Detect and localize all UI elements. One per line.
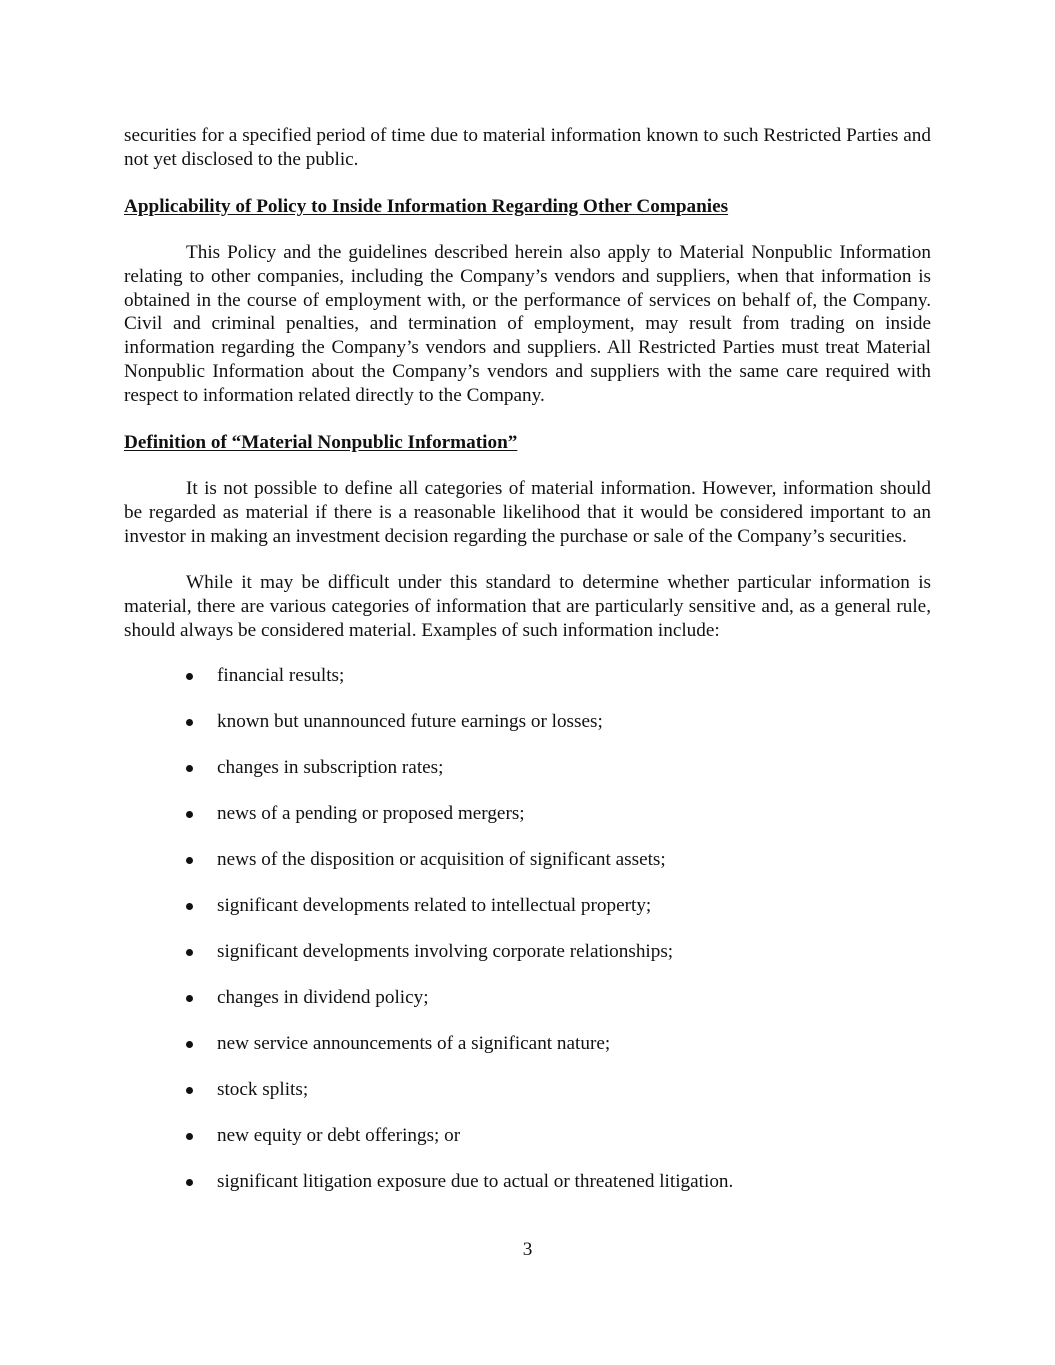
section-heading-definition: Definition of “Material Nonpublic Information”: [124, 432, 518, 454]
bullet-icon: [186, 995, 193, 1002]
paragraph-applicability: This Policy and the guidelines described herein also apply to Material Nonpublic Information relating to other companies, including the Company’s vendors and suppliers, when that information is obtained in the course of employment with, or the performance of services on behalf of, the Company. Civil and criminal penalties, and termination of employment, may result from trading on inside information regarding the Company’s vendors and suppliers. All Restricted Parties must treat Material Nonpublic Information about the Company’s vendors and suppliers with the same care required with respect to information related directly to the Company.: [124, 241, 931, 407]
bullet-icon: [186, 765, 193, 772]
list-item: [124, 1170, 931, 1194]
bullet-icon: [186, 719, 193, 726]
bullet-icon: [186, 1087, 193, 1094]
list-item-text: significant developments involving corporate relationships;: [217, 941, 674, 963]
list-item-text: stock splits;: [217, 1079, 309, 1101]
list-item: [124, 802, 931, 826]
list-item: [124, 986, 931, 1010]
page-number: 3: [522, 1239, 533, 1260]
list-item-text: financial results;: [217, 665, 345, 687]
bullet-icon: [186, 811, 193, 818]
paragraph-definition: It is not possible to define all categories of material information. However, information should be regarded as material if there is a reasonable likelihood that it would be considered important to an investor in making an investment decision regarding the purchase or sale of the Company’s securities.: [124, 477, 931, 547]
bullet-icon: [186, 1179, 193, 1186]
bullet-icon: [186, 903, 193, 910]
material-information-list: [124, 664, 931, 1194]
bullet-icon: [186, 1041, 193, 1048]
list-item-text: changes in dividend policy;: [217, 987, 429, 1009]
paragraph-examples-intro: While it may be difficult under this standard to determine whether particular information is material, there are various categories of information that are particularly sensitive and, as a general rule, should always be considered material. Examples of such information include:: [124, 571, 931, 641]
list-item: [124, 756, 931, 780]
list-item: [124, 894, 931, 918]
bullet-icon: [186, 949, 193, 956]
list-item: [124, 940, 931, 964]
list-item-text: new service announcements of a significant nature;: [217, 1033, 611, 1055]
list-item: [124, 1032, 931, 1056]
list-item: [124, 664, 931, 688]
list-item-text: new equity or debt offerings; or: [217, 1125, 461, 1147]
list-item-text: known but unannounced future earnings or losses;: [217, 711, 603, 733]
list-item-text: significant developments related to intellectual property;: [217, 895, 652, 917]
list-item: [124, 1124, 931, 1148]
list-item: [124, 848, 931, 872]
section-heading-applicability: Applicability of Policy to Inside Information Regarding Other Companies: [124, 195, 729, 217]
document-page: [124, 124, 931, 1194]
list-item-text: significant litigation exposure due to actual or threatened litigation.: [217, 1171, 734, 1193]
bullet-icon: [186, 1133, 193, 1140]
bullet-icon: [186, 857, 193, 864]
list-item: [124, 1078, 931, 1102]
list-item-text: changes in subscription rates;: [217, 757, 444, 779]
continuation-paragraph: securities for a specified period of time due to material information known to such Restricted Parties and not yet disclosed to the public.: [124, 125, 931, 170]
list-item-text: news of the disposition or acquisition of significant assets;: [217, 849, 666, 871]
list-item: [124, 710, 931, 734]
list-item-text: news of a pending or proposed mergers;: [217, 803, 525, 825]
bullet-icon: [186, 673, 193, 680]
